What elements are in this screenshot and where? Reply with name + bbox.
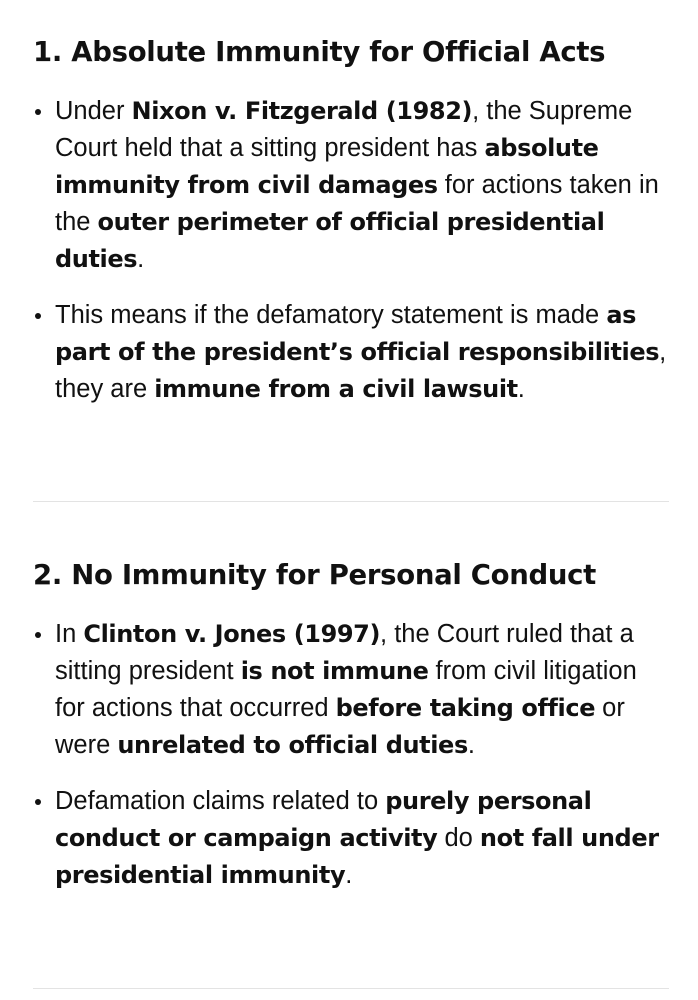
bullet-text: from civil litigation for actions that occurred [55,657,637,722]
section-2-bullet-list [33,616,669,894]
bold-phrase: before taking office [335,694,596,722]
bullet-text: , the Court ruled that a sitting president [55,620,634,685]
section-1-bullet-list [33,93,669,408]
bold-phrase: unrelated to official duties [117,731,468,759]
bullet-text: Under [55,97,132,125]
bold-phrase: outer perimeter of official presidential duties [55,208,605,273]
bold-phrase: not fall under presidential immunity [55,824,659,889]
section-divider [33,988,669,989]
bullet-text: . [517,375,525,403]
section-1-heading: 1. Absolute Immunity for Official Acts [33,36,606,68]
section-2-heading: 2. No Immunity for Personal Conduct [33,559,597,591]
bullet-text: In [55,620,84,648]
bullet-text: . [345,861,353,889]
bullet-item [33,297,669,408]
bold-phrase: immune from a civil lawsuit [154,375,518,403]
bullet-text: Defamation claims related to [55,787,386,815]
bold-case-name: Clinton v. Jones (1997) [83,620,381,648]
bullet-text: This means if the defamatory statement is made [55,301,607,329]
bullet-item [33,616,669,764]
bullet-text: . [467,731,475,759]
bold-phrase: purely personal conduct or campaign activity [55,787,592,852]
bold-case-name: Nixon v. Fitzgerald (1982) [131,97,473,125]
bullet-item [33,783,669,894]
bullet-text: for actions taken in the [55,171,659,236]
bullet-text: . [137,245,145,273]
bullet-text: , the Supreme Court held that a sitting president has [55,97,633,162]
bullet-text: or were [55,694,625,759]
section-divider [33,501,669,502]
bullet-text: , they are [55,338,667,403]
bold-phrase: as part of the president’s official responsibilities [55,301,660,366]
bullet-text: do [437,824,480,852]
bold-phrase: absolute immunity from civil damages [55,134,599,199]
bold-phrase: is not immune [240,657,429,685]
bullet-item [33,93,669,278]
